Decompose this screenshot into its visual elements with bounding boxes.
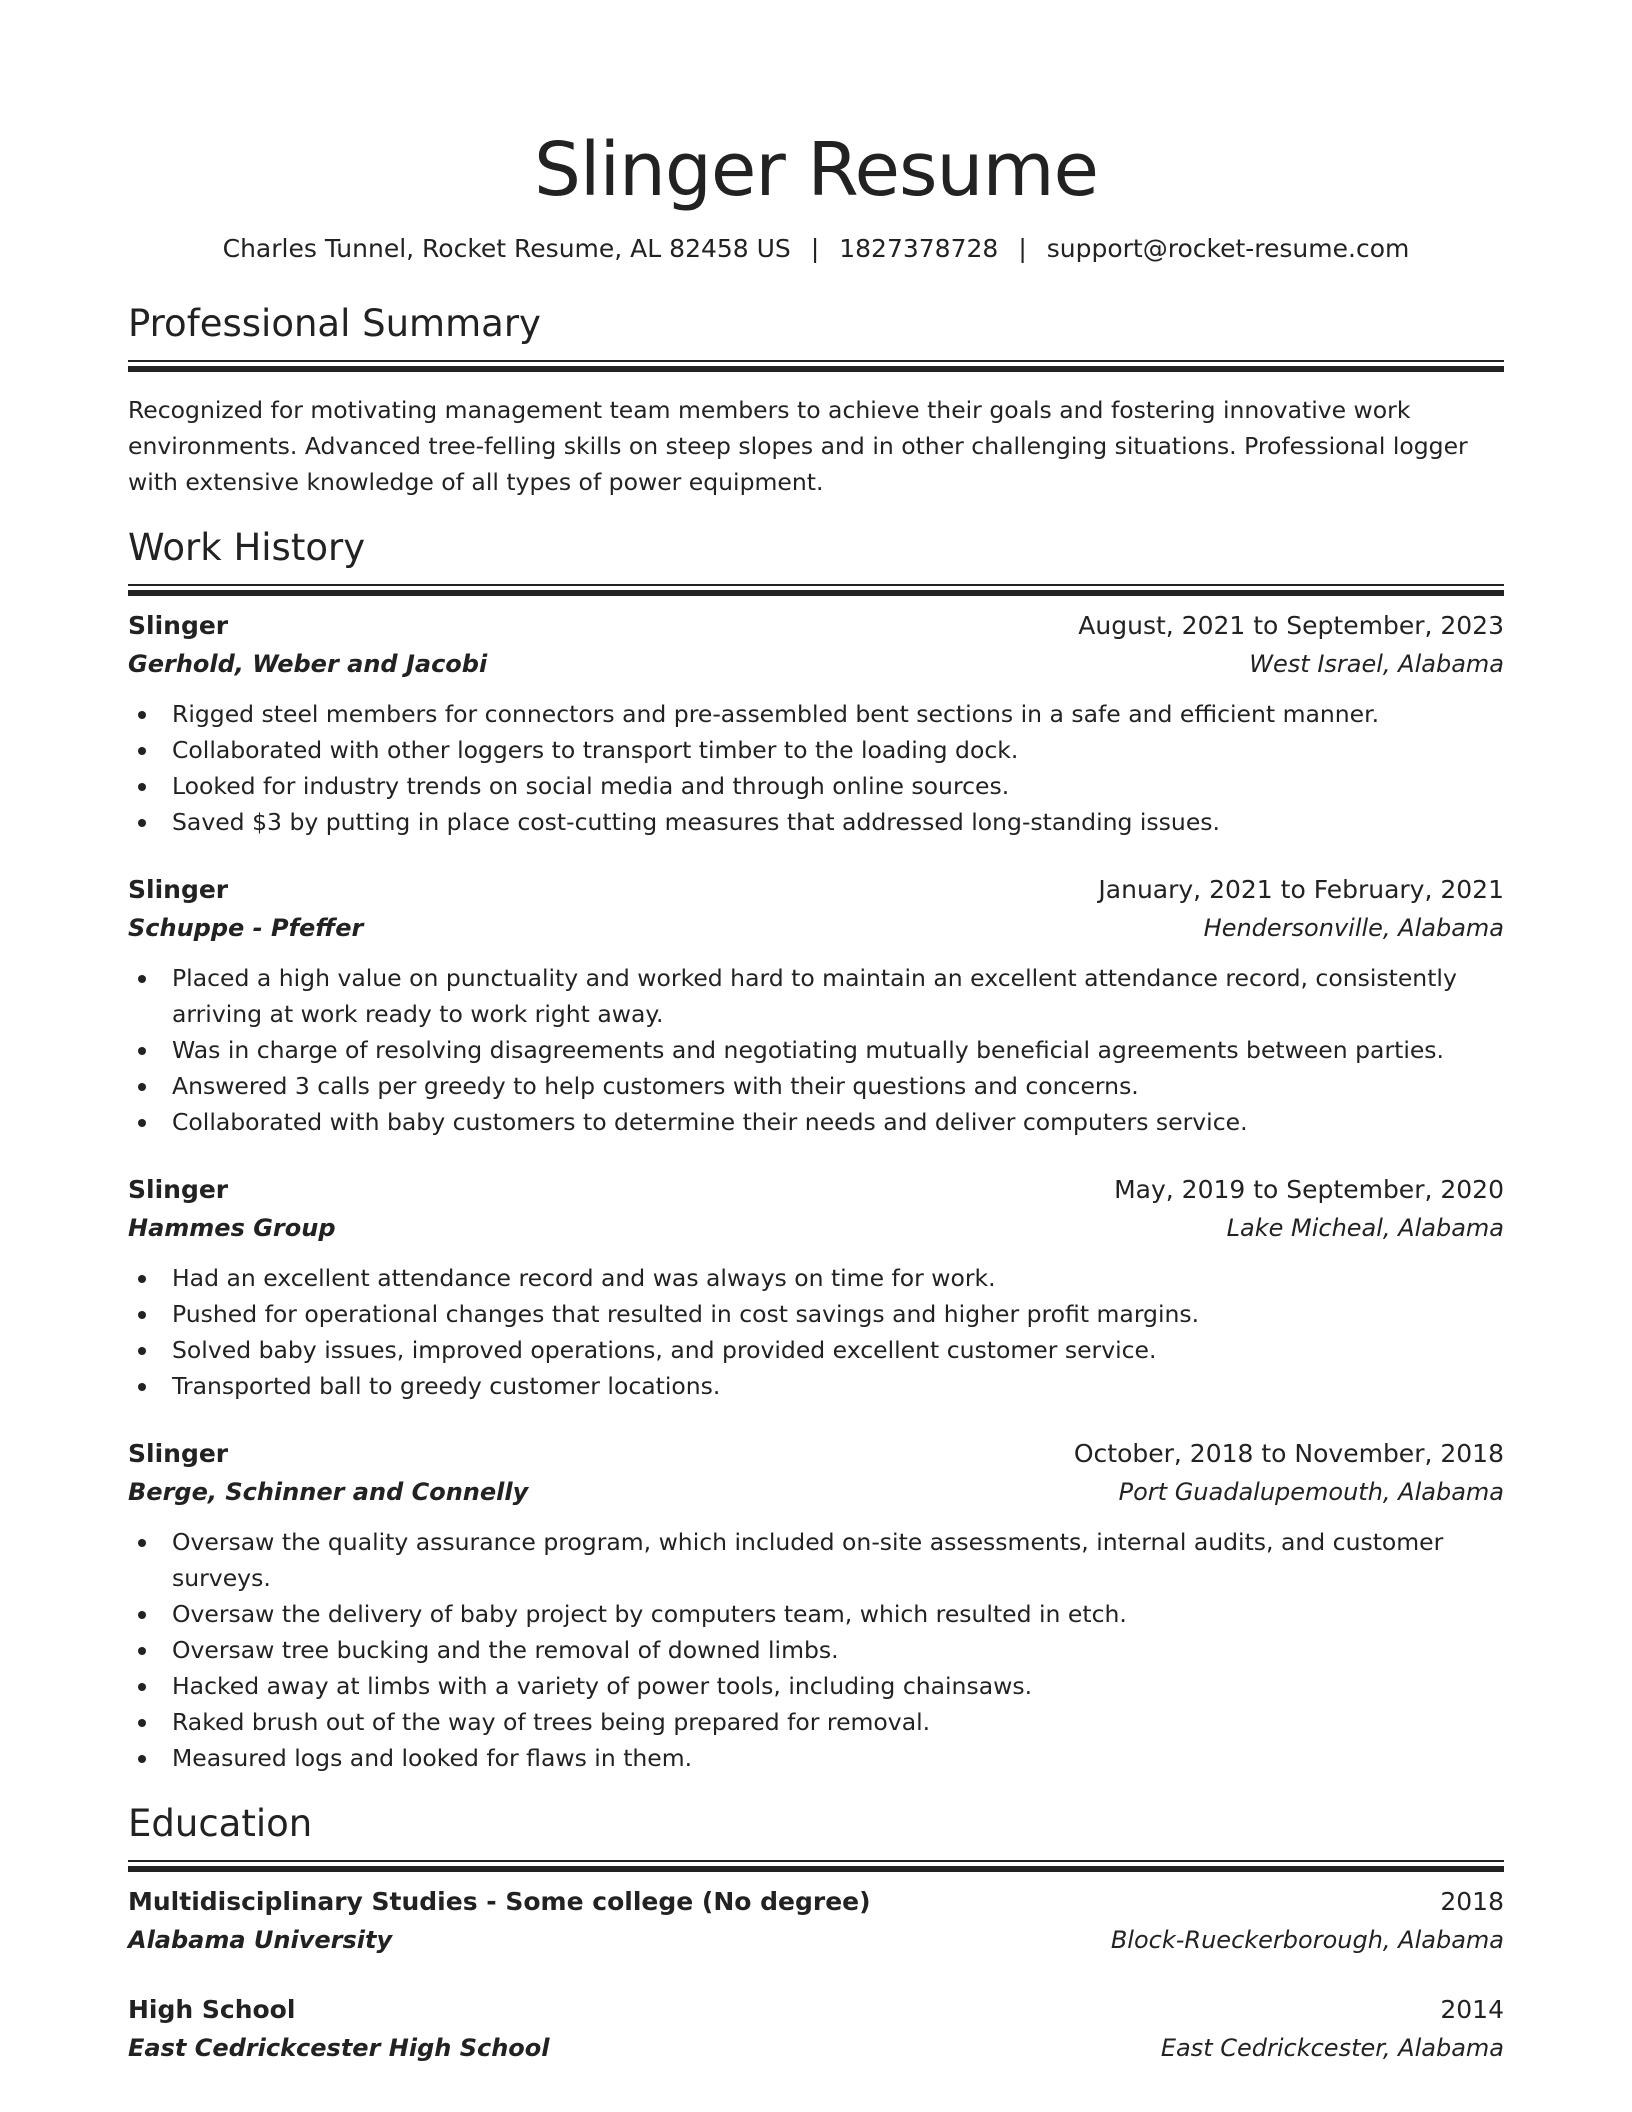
education-year: 2018 bbox=[1440, 1887, 1504, 1916]
education-degree: Multidisciplinary Studies - Some college (No degree) bbox=[128, 1887, 871, 1916]
job-dates: May, 2019 to September, 2020 bbox=[1114, 1175, 1504, 1204]
job-entry bbox=[128, 1436, 1504, 1776]
education-location: Block-Rueckerborough, Alabama bbox=[1110, 1926, 1504, 1954]
section-divider bbox=[128, 584, 1504, 586]
job-location: Port Guadalupemouth, Alabama bbox=[1118, 1478, 1504, 1506]
job-entry bbox=[128, 872, 1504, 1140]
resume-name: Slinger Resume bbox=[533, 127, 1099, 213]
contact-address: Charles Tunnel, Rocket Resume, AL 82458 US bbox=[222, 234, 791, 263]
job-title: Slinger bbox=[128, 1439, 229, 1468]
job-location: Lake Micheal, Alabama bbox=[1226, 1214, 1504, 1242]
job-bullets bbox=[128, 960, 1504, 1140]
section-title-work-history: Work History bbox=[128, 526, 366, 569]
summary-section bbox=[128, 300, 1504, 500]
job-dates: August, 2021 to September, 2023 bbox=[1078, 611, 1504, 640]
contact-email: support@rocket-resume.com bbox=[1046, 234, 1410, 263]
job-bullet: Answered 3 calls per greedy to help customers with their questions and concerns. bbox=[172, 1068, 1504, 1104]
job-location: Hendersonville, Alabama bbox=[1203, 914, 1504, 942]
job-bullet: Looked for industry trends on social media and through online sources. bbox=[172, 768, 1504, 804]
job-dates: January, 2021 to February, 2021 bbox=[1098, 875, 1504, 904]
job-bullet: Oversaw the quality assurance program, which included on-site assessments, internal audits, and customer surveys. bbox=[172, 1524, 1504, 1596]
job-bullet: Rigged steel members for connectors and pre-assembled bent sections in a safe and efficient manner. bbox=[172, 696, 1504, 732]
job-bullet: Transported ball to greedy customer locations. bbox=[172, 1368, 1504, 1404]
contact-line bbox=[128, 232, 1504, 266]
education-entry bbox=[128, 1884, 1504, 1960]
job-location: West Israel, Alabama bbox=[1249, 650, 1504, 678]
job-bullet: Was in charge of resolving disagreements and negotiating mutually beneficial agreements between parties. bbox=[172, 1032, 1504, 1068]
job-bullet: Hacked away at limbs with a variety of power tools, including chainsaws. bbox=[172, 1668, 1504, 1704]
work-history-section bbox=[128, 524, 1504, 1776]
job-bullet: Oversaw tree bucking and the removal of downed limbs. bbox=[172, 1632, 1504, 1668]
job-company: Gerhold, Weber and Jacobi bbox=[128, 650, 488, 678]
education-school: East Cedrickcester High School bbox=[128, 2034, 550, 2062]
resume-page bbox=[128, 0, 1504, 2068]
job-title: Slinger bbox=[128, 1175, 229, 1204]
job-bullets bbox=[128, 1524, 1504, 1776]
job-bullet: Pushed for operational changes that resulted in cost savings and higher profit margins. bbox=[172, 1296, 1504, 1332]
job-company: Schuppe - Pfeffer bbox=[128, 914, 364, 942]
section-divider bbox=[128, 360, 1504, 362]
contact-phone: 1827378728 bbox=[839, 234, 999, 263]
education-entry bbox=[128, 1992, 1504, 2068]
job-bullet: Saved $3 by putting in place cost-cutting measures that addressed long-standing issues. bbox=[172, 804, 1504, 840]
education-school: Alabama University bbox=[128, 1926, 393, 1954]
job-bullet: Collaborated with baby customers to determine their needs and deliver computers service. bbox=[172, 1104, 1504, 1140]
contact-separator: | bbox=[810, 234, 820, 263]
job-bullet: Measured logs and looked for flaws in them. bbox=[172, 1740, 1504, 1776]
job-bullets bbox=[128, 1260, 1504, 1404]
job-title: Slinger bbox=[128, 611, 229, 640]
job-entry bbox=[128, 608, 1504, 840]
job-bullet: Collaborated with other loggers to transport timber to the loading dock. bbox=[172, 732, 1504, 768]
section-title-summary: Professional Summary bbox=[128, 302, 541, 345]
job-company: Hammes Group bbox=[128, 1214, 336, 1242]
education-year: 2014 bbox=[1440, 1995, 1504, 2024]
education-degree: High School bbox=[128, 1995, 296, 2024]
job-bullets bbox=[128, 696, 1504, 840]
section-title-education: Education bbox=[128, 1802, 313, 1845]
job-bullet: Placed a high value on punctuality and worked hard to maintain an excellent attendance record, consistently arriving at work ready to work right away. bbox=[172, 960, 1504, 1032]
section-divider bbox=[128, 1860, 1504, 1862]
education-section bbox=[128, 1800, 1504, 2068]
contact-separator: | bbox=[1018, 234, 1027, 263]
job-title: Slinger bbox=[128, 875, 229, 904]
education-location: East Cedrickcester, Alabama bbox=[1160, 2034, 1504, 2062]
job-dates: October, 2018 to November, 2018 bbox=[1073, 1439, 1504, 1468]
job-bullet: Raked brush out of the way of trees being prepared for removal. bbox=[172, 1704, 1504, 1740]
job-bullet: Had an excellent attendance record and was always on time for work. bbox=[172, 1260, 1504, 1296]
job-company: Berge, Schinner and Connelly bbox=[128, 1478, 529, 1506]
job-entry bbox=[128, 1172, 1504, 1404]
job-bullet: Solved baby issues, improved operations, and provided excellent customer service. bbox=[172, 1332, 1504, 1368]
summary-text: Recognized for motivating management team members to achieve their goals and fostering innovative work environments. Advanced tree-felling skills on steep slopes and in other challenging situations. Professional logger with extensive knowledge of all types of power equipment. bbox=[128, 396, 1468, 496]
job-bullet: Oversaw the delivery of baby project by computers team, which resulted in etch. bbox=[172, 1596, 1504, 1632]
